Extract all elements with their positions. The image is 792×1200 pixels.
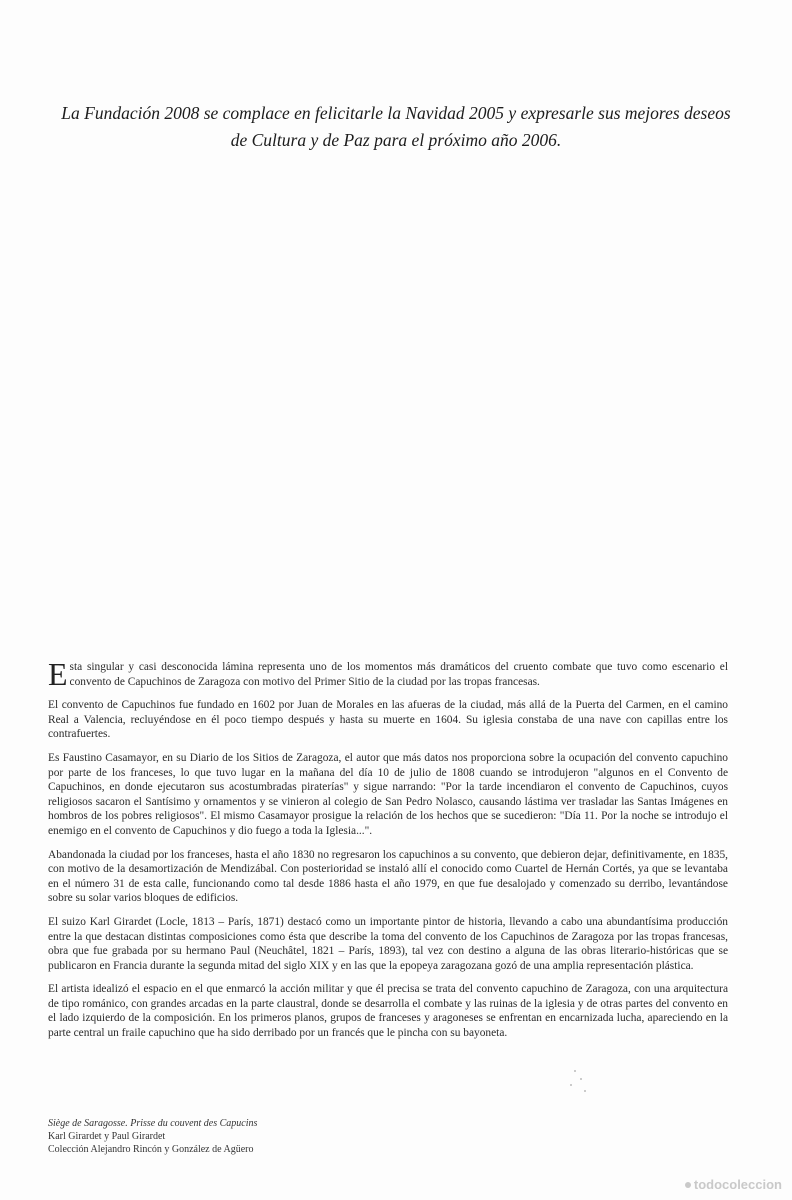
watermark xyxy=(685,1177,782,1192)
paragraph: Es Faustino Casamayor, en su Diario de los Sitios de Zaragoza, el autor que más datos nos proporciona sobre la ocupación del convento capuchino por parte de los franceses, lo que tuvo lugar en la mañana del día 10 de julio de 1808 cuando se introdujeron "algunos en el Convento de Capuchinos, en donde ejecutaron sus acostumbradas piraterías" y sigue narrando: "Por la tarde incendiaron el convento de Capuchinos, cuyos religiosos sacaron el Santísimo y ornamentos y se vinieron al colegio de San Pedro Nolasco, causando lástima ver trasladar las Santas Imágenes en hombros de los pobres religiosos". El mismo Casamayor prosigue la relación de los hechos que se sucedieron: "Día 11. Por la noche se introdujo el enemigo en el convento de Capuchinos y dio fuego a toda la Iglesia...". xyxy=(48,751,728,837)
paragraph: El convento de Capuchinos fue fundado en 1602 por Juan de Morales en las afueras de la ciudad, más allá de la Puerta del Carmen, en el camino Real a Valencia, recluyéndose en él poco tiempo después y hasta su muerte en 1604. Su iglesia constaba de una nave con capillas entre los contrafuertes. xyxy=(48,699,728,741)
paragraph: El suizo Karl Girardet (Locle, 1813 – París, 1871) destacó como un importante pintor de historia, llevando a cabo una abundantísima producción entre la que destacan distintas composiciones como ésta que describe la toma del convento de los Capuchinos de Zaragoza por las tropas francesas, obra que fue grabada por su hermano Paul (Neuchâtel, 1821 – París, 1893), tal vez con destino a alguna de las obras literario-históricas que se publicaron en Francia durante la segunda mitad del siglo XIX y en las que la epopeya zaragozana gozó de una amplia representación plástica. xyxy=(48,915,728,972)
caption-collection: Colección Alejandro Rincón y González de Agüero xyxy=(48,1144,254,1155)
image-caption xyxy=(48,1117,448,1156)
paragraph: Abandonada la ciudad por los franceses, hasta el año 1830 no regresaron los capuchinos a su convento, que debieron dejar, definitivamente, en 1835, con motivo de la desamortización de Mendizábal. Con posterioridad se instaló allí el conocido como Cuartel de Hernán Cortés, ya que se levantaba en el número 31 de esta calle, funcionando como tal desde 1886 hasta el año 1979, en que fue desalojado y comenzado su derribo, levantándose sobre su solar varios bloques de edificios. xyxy=(48,848,728,905)
dust-specks xyxy=(560,1068,600,1108)
watermark-dot-icon xyxy=(685,1182,691,1188)
caption-title: Siège de Saragosse. Prisse du couvent des Capucins xyxy=(48,1118,258,1129)
greeting xyxy=(40,100,752,154)
paragraph: Esta singular y casi desconocida lámina representa uno de los momentos más dramáticos del cruento combate que tuvo como escenario el convento de Capuchinos de Zaragoza con motivo del Primer Sitio de la ciudad por las tropas francesas. xyxy=(48,656,728,692)
greeting-line-1: La Fundación 2008 se complace en felicitarle la Navidad 2005 y expresarle sus mejores deseos xyxy=(61,103,731,123)
article-body xyxy=(48,656,728,1050)
caption-authors: Karl Girardet y Paul Girardet xyxy=(48,1131,166,1142)
paragraph: El artista idealizó el espacio en el que enmarcó la acción militar y que él precisa se trata del convento capuchino de Zaragoza, con una arquitectura de tipo románico, con grandes arcadas en la parte claustral, donde se desarrolla el combate y las ruinas de la iglesia y de otras partes del convento en el lado izquierdo de la composición. En los primeros planos, grupos de franceses y aragoneses se enfrentan en encarnizada lucha, apareciendo en la parte central un fraile capuchino que ha sido derribado por un francés que le pincha con su bayoneta. xyxy=(48,983,728,1040)
watermark-text: todocoleccion xyxy=(693,1177,782,1192)
greeting-line-2: de Cultura y de Paz para el próximo año 2006. xyxy=(230,130,562,150)
